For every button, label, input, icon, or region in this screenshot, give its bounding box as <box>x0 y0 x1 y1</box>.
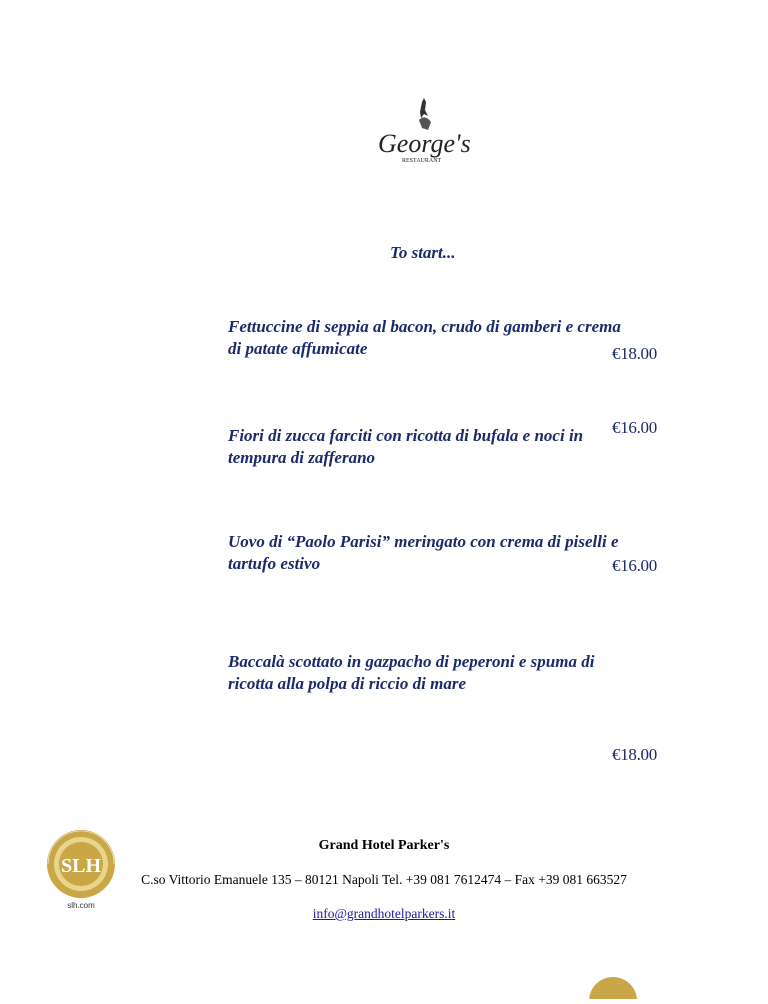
dish-name-2: Fiori di zucca farciti con ricotta di bufala e noci in tempura di zafferano <box>228 426 584 467</box>
svg-text:slh.com: slh.com <box>67 901 95 910</box>
restaurant-logo <box>370 96 480 168</box>
dish-price-3: €16.00 <box>612 556 657 575</box>
email-link[interactable]: info@grandhotelparkers.it <box>312 906 456 921</box>
gold-seal-fragment <box>588 975 638 999</box>
hotel-address: C.so Vittorio Emanuele 135 – 80121 Napoli Tel. +39 081 7612474 – Fax +39 081 663527 <box>141 872 627 887</box>
dish-name-3: Uovo di “Paolo Parisi” meringato con crema di piselli e tartufo estivo <box>228 532 619 573</box>
dish-name-1: Fettuccine di seppia al bacon, crudo di gamberi e crema di patate affumicate <box>228 317 621 358</box>
dish-name-4: Baccalà scottato in gazpacho di peperoni e spuma di ricotta alla polpa di riccio di mare <box>228 652 595 693</box>
section-title: To start... <box>390 243 456 262</box>
dish-price-1: €18.00 <box>612 344 657 363</box>
svg-text:SLH: SLH <box>60 855 102 877</box>
dish-price-2: €16.00 <box>612 418 657 437</box>
hotel-name: Grand Hotel Parker's <box>318 838 450 853</box>
svg-text:George's: George's <box>378 129 471 158</box>
svg-text:RESTAURANT: RESTAURANT <box>402 158 442 164</box>
dish-price-4: €18.00 <box>612 745 657 764</box>
